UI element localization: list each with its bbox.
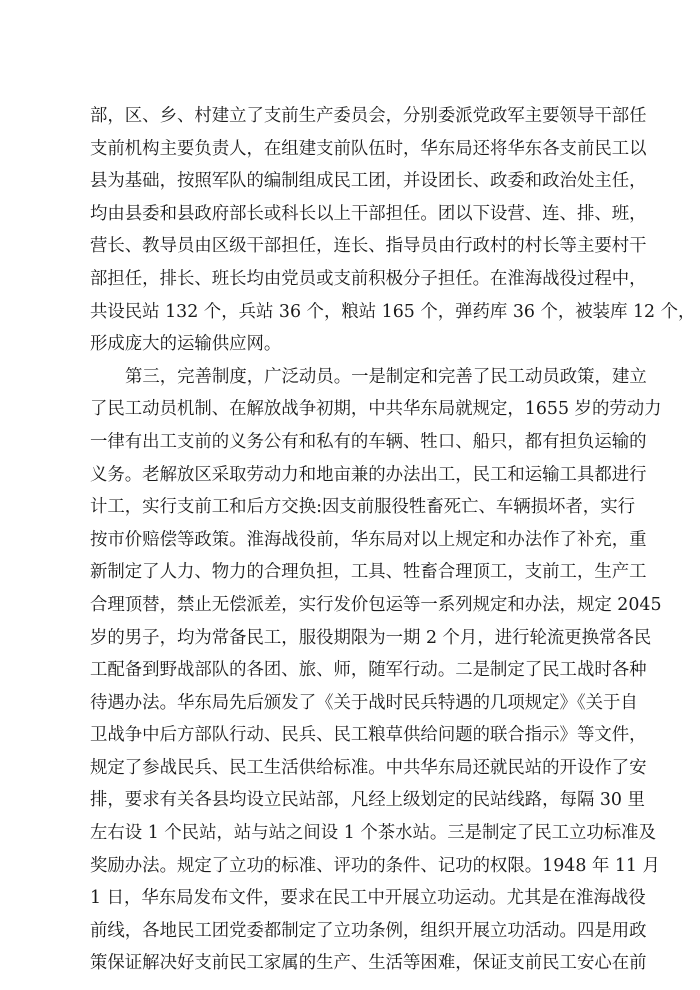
text-line: 了民工动员机制、在解放战争初期，中共华东局就规定，1655 岁的劳动力 [90,399,662,420]
text-line: 县为基础，按照军队的编制组成民工团，并设团长、政委和政治处主任， [90,171,647,192]
text-line: 岁的男子，均为常备民工，服役期限为一期 2 个月，进行轮流更换常各民 [90,627,652,648]
text-line: 卫战争中后方部队行动、民兵、民工粮草供给问题的联合指示》等文件， [90,725,647,746]
text-line: 形成庞大的运输供应网。 [90,334,282,355]
text-line: 合理顶替，禁止无偿派差，实行发价包运等一系列规定和办法，规定 2045 [90,594,662,615]
text-line: 规定了参战民兵、民工生活供给标准。中共华东局还就民站的开设作了安 [90,757,647,778]
text-line: 计工，实行支前工和后方交换:因支前服役牲畜死亡、车辆损坏者，实行 [90,497,635,518]
text-line: 共设民站 132 个，兵站 36 个，粮站 165 个，弹药库 36 个，被装库 12 个， [90,301,696,322]
body-text [90,100,696,980]
text-line: 策保证解决好支前民工家属的生产、生活等困难，保证支前民工安心在前 [90,953,647,974]
text-line: 支前机构主要负责人，在组建支前队伍时，华东局还将华东各支前民工以 [90,138,647,159]
text-line: 待遇办法。华东局先后颁发了《关于战时民兵特遇的几项规定》《关于自 [90,692,638,713]
text-line: 新制定了人力、物力的合理负担，工具、牲畜合理顶工，支前工，生产工 [90,562,647,583]
text-line: 左右设 1 个民站，站与站之间设 1 个茶水站。三是制定了民工立功标准及 [90,823,656,844]
text-line: 部担任，排长、班长均由党员或支前积极分子担任。在淮海战役过程中， [90,268,647,289]
text-line: 均由县委和县政府部长或科长以上干部担任。团以下设营、连、排、班， [90,203,647,224]
text-line: 部，区、乡、村建立了支前生产委员会，分别委派党政军主要领导干部任 [90,106,647,126]
text-line: 营长、教导员由区级干部担任，连长、指导员由行政村的村长等主要村干 [90,236,647,257]
text-line: 义务。老解放区采取劳动力和地亩兼的办法出工，民工和运输工具都进行 [90,464,647,485]
text-line: 前线，各地民工团党委都制定了立功条例，组织开展立功活动。四是用政 [90,920,647,941]
paragraph-start-line: 第三，完善制度，广泛动员。一是制定和完善了民工动员政策，建立 [125,366,647,387]
text-line: 1 日，华东局发布文件，要求在民工中开展立功运动。尤其是在淮海战役 [90,888,646,909]
text-line: 工配备到野战部队的各团、旅、师，随军行动。二是制定了民工战时各种 [90,660,647,681]
text-line: 排，要求有关各县均设立民站部，凡经上级划定的民站线路，每隔 30 里 [90,790,645,811]
text-line: 奖励办法。规定了立功的标准、评功的条件、记功的权限。1948 年 11 月 [90,855,660,876]
text-line: 一律有出工支前的义务公有和私有的车辆、牲口、船只，都有担负运输的 [90,431,647,452]
text-line: 按市价赔偿等政策。淮海战役前，华东局对以上规定和办法作了补充，重 [90,529,647,550]
